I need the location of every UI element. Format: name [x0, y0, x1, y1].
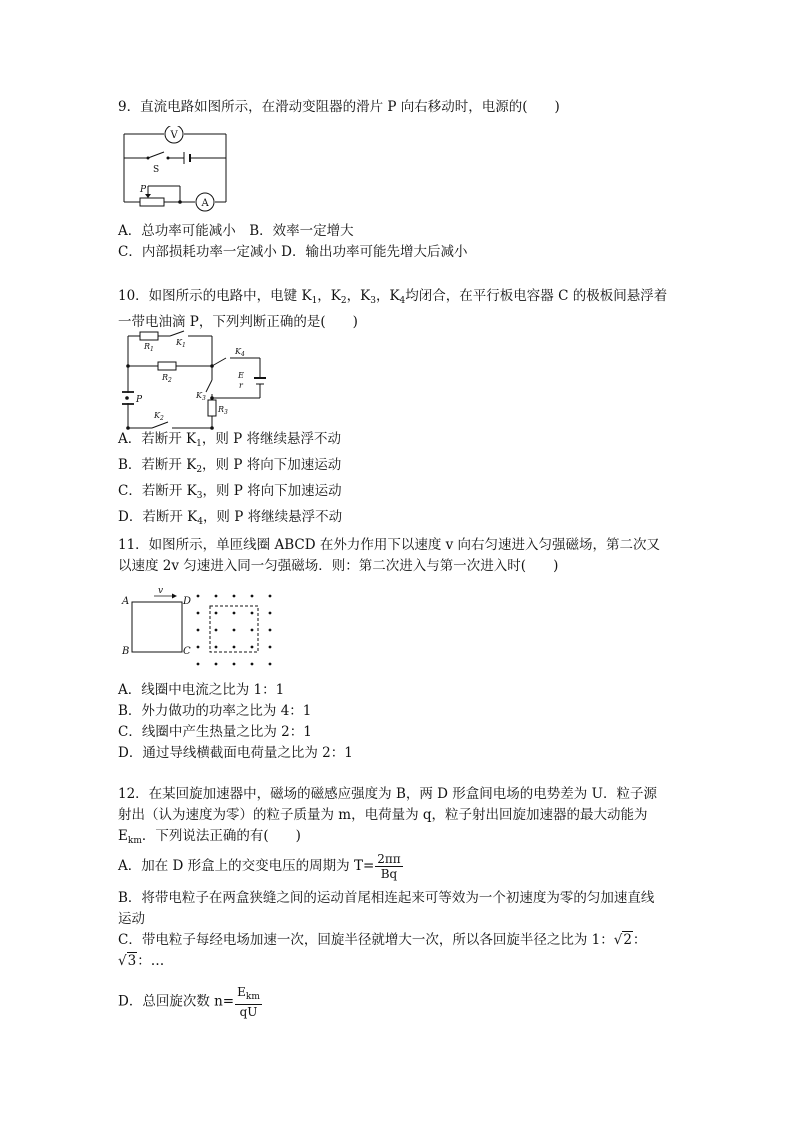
field-dot: [215, 646, 218, 649]
q9-option-b: B．效率一定增大: [249, 223, 354, 239]
svg-text:K2: $K_2$: [154, 411, 164, 422]
q11-option-d: D．通过导线横截面电荷量之比为 2：1: [118, 745, 353, 761]
q11-option-c: C．线圈中产生热量之比为 2：1: [118, 724, 312, 740]
field-dot: [197, 612, 200, 615]
q10-option-b: B．若断开 $K_2$，则 P 将向下加速运动: [118, 457, 342, 475]
field-dot: [269, 629, 272, 632]
q11-corner-a: A: [122, 596, 130, 607]
question-12: [118, 784, 678, 852]
q10-options: [118, 429, 342, 533]
q9-options-row2: [118, 242, 467, 263]
q9-option-a: A．总功率可能减小: [118, 223, 236, 239]
svg-text:R2: $R_2$: [162, 373, 172, 384]
question-11: [118, 535, 678, 577]
svg-text:P: P: [136, 395, 143, 405]
field-dot: [215, 612, 218, 615]
q12-option-d: D．总回旋次数 n= $\frac{E_{km}}{qU}$: [118, 985, 260, 1019]
svg-text:K1: $K_1$: [176, 338, 186, 349]
q9-voltmeter-label: V: [170, 130, 178, 141]
q12-option-a: A．加在 D 形盒上的交变电压的周期为 T= $\frac{2\pi\pi}{Bq}$: [118, 852, 401, 881]
q12-option-d-fraction: $\frac{E_{km}}{qU}$: [237, 985, 260, 1019]
q9-option-d: D．输出功率可能先增大后减小: [281, 244, 468, 260]
field-dot: [197, 629, 200, 632]
field-dot: [269, 612, 272, 615]
q11-options: [118, 680, 353, 764]
q11-coil-field-figure: [118, 588, 278, 672]
q11-option-a: A．线圈中电流之比为 1：1: [118, 682, 285, 698]
q11-velocity-label: v: [158, 588, 164, 596]
q11-stem-line2: 以速度 2v 匀速进入同一匀强磁场．则：第二次进入与第一次进入时( ): [118, 558, 559, 574]
svg-text:K4: $K_4$: [235, 347, 245, 358]
q11-option-b: B．外力做功的功率之比为 4：1: [118, 703, 312, 719]
field-dot: [197, 595, 200, 598]
field-dot: [233, 663, 236, 666]
q10-option-a: A．若断开 $K_1$，则 P 将继续悬浮不动: [118, 431, 342, 449]
field-dot: [233, 595, 236, 598]
q11-corner-d: D: [183, 596, 192, 607]
field-dot: [233, 629, 236, 632]
q12-stem-line2: 射出（认为速度为零）的粒子质量为 m，电荷量为 q，粒子射出回旋加速器的最大动能为: [118, 807, 648, 823]
question-10: [118, 286, 678, 333]
q9-circuit-figure: [118, 126, 233, 212]
q10-stem-line1: 10．如图所示的电路中，电键 $K_1$，$K_2$，$K_3$，$K_4$均闭合，在平行板电容器 C 的极板间悬浮着: [118, 288, 668, 306]
field-dot: [251, 646, 254, 649]
svg-text:E: E: [238, 371, 244, 380]
q9-ammeter-label: A: [201, 198, 209, 209]
field-dot: [215, 663, 218, 666]
field-dot: [269, 646, 272, 649]
question-9: [118, 97, 678, 118]
field-dot: [215, 629, 218, 632]
field-dot: [251, 629, 254, 632]
q10-option-c: C．若断开 $K_3$，则 P 将向下加速运动: [118, 483, 342, 501]
field-dot: [251, 612, 254, 615]
q10-stem-line2: 一带电油滴 P，下列判断正确的是( ): [118, 314, 358, 330]
field-dot: [251, 663, 254, 666]
field-dot: [269, 595, 272, 598]
svg-text:R1: $R_1$: [144, 342, 154, 353]
q12-option-b: B．将带电粒子在两盒狭缝之间的运动首尾相连起来可等效为一个初速度为零的匀加速直线 运动: [118, 890, 655, 927]
field-dot: [233, 612, 236, 615]
q11-stem-line1: 11．如图所示，单匝线圈 ABCD 在外力作用下以速度 v 向右匀速进入匀强磁场，第二次又: [118, 537, 661, 553]
q11-corner-c: C: [183, 646, 191, 657]
q9-option-c: C．内部损耗功率一定减小: [118, 244, 277, 260]
svg-text:r: r: [239, 381, 243, 390]
sqrt-2: √2: [613, 932, 632, 948]
q12-stem-line1: 12．在某回旋加速器中，磁场的磁感应强度为 B，两 D 形盒间电场的电势差为 U．粒子源: [118, 786, 657, 802]
field-dot: [197, 646, 200, 649]
q12-stem-line3: $E_{km}$．下列说法正确的有( ): [118, 828, 301, 846]
q9-stem: 9．直流电路如图所示，在滑动变阻器的滑片 P 向右移动时，电源的( ): [118, 99, 560, 115]
svg-text:R3: $R_3$: [218, 405, 228, 416]
q9-slider-label: P: [140, 185, 147, 195]
field-dot: [233, 646, 236, 649]
q11-corner-b: B: [122, 646, 130, 657]
field-dot: [215, 595, 218, 598]
field-dot: [197, 663, 200, 666]
q12-option-c: C．带电粒子每经电场加速一次，回旋半径就增大一次，所以各回旋半径之比为 1：√2： √3：…: [118, 930, 646, 972]
field-dot: [251, 595, 254, 598]
q12-option-a-fraction: $\frac{2\pi\pi}{Bq}$: [377, 852, 401, 881]
field-dot: [269, 663, 272, 666]
q9-options-row1: [118, 221, 354, 242]
q9-switch-label: S: [153, 165, 160, 175]
sqrt-3: √3: [118, 953, 137, 969]
q10-circuit-figure: [118, 328, 268, 430]
q10-option-d: D．若断开 $K_4$，则 P 将继续悬浮不动: [118, 509, 343, 527]
svg-text:K3: $K_3$: [196, 391, 206, 402]
